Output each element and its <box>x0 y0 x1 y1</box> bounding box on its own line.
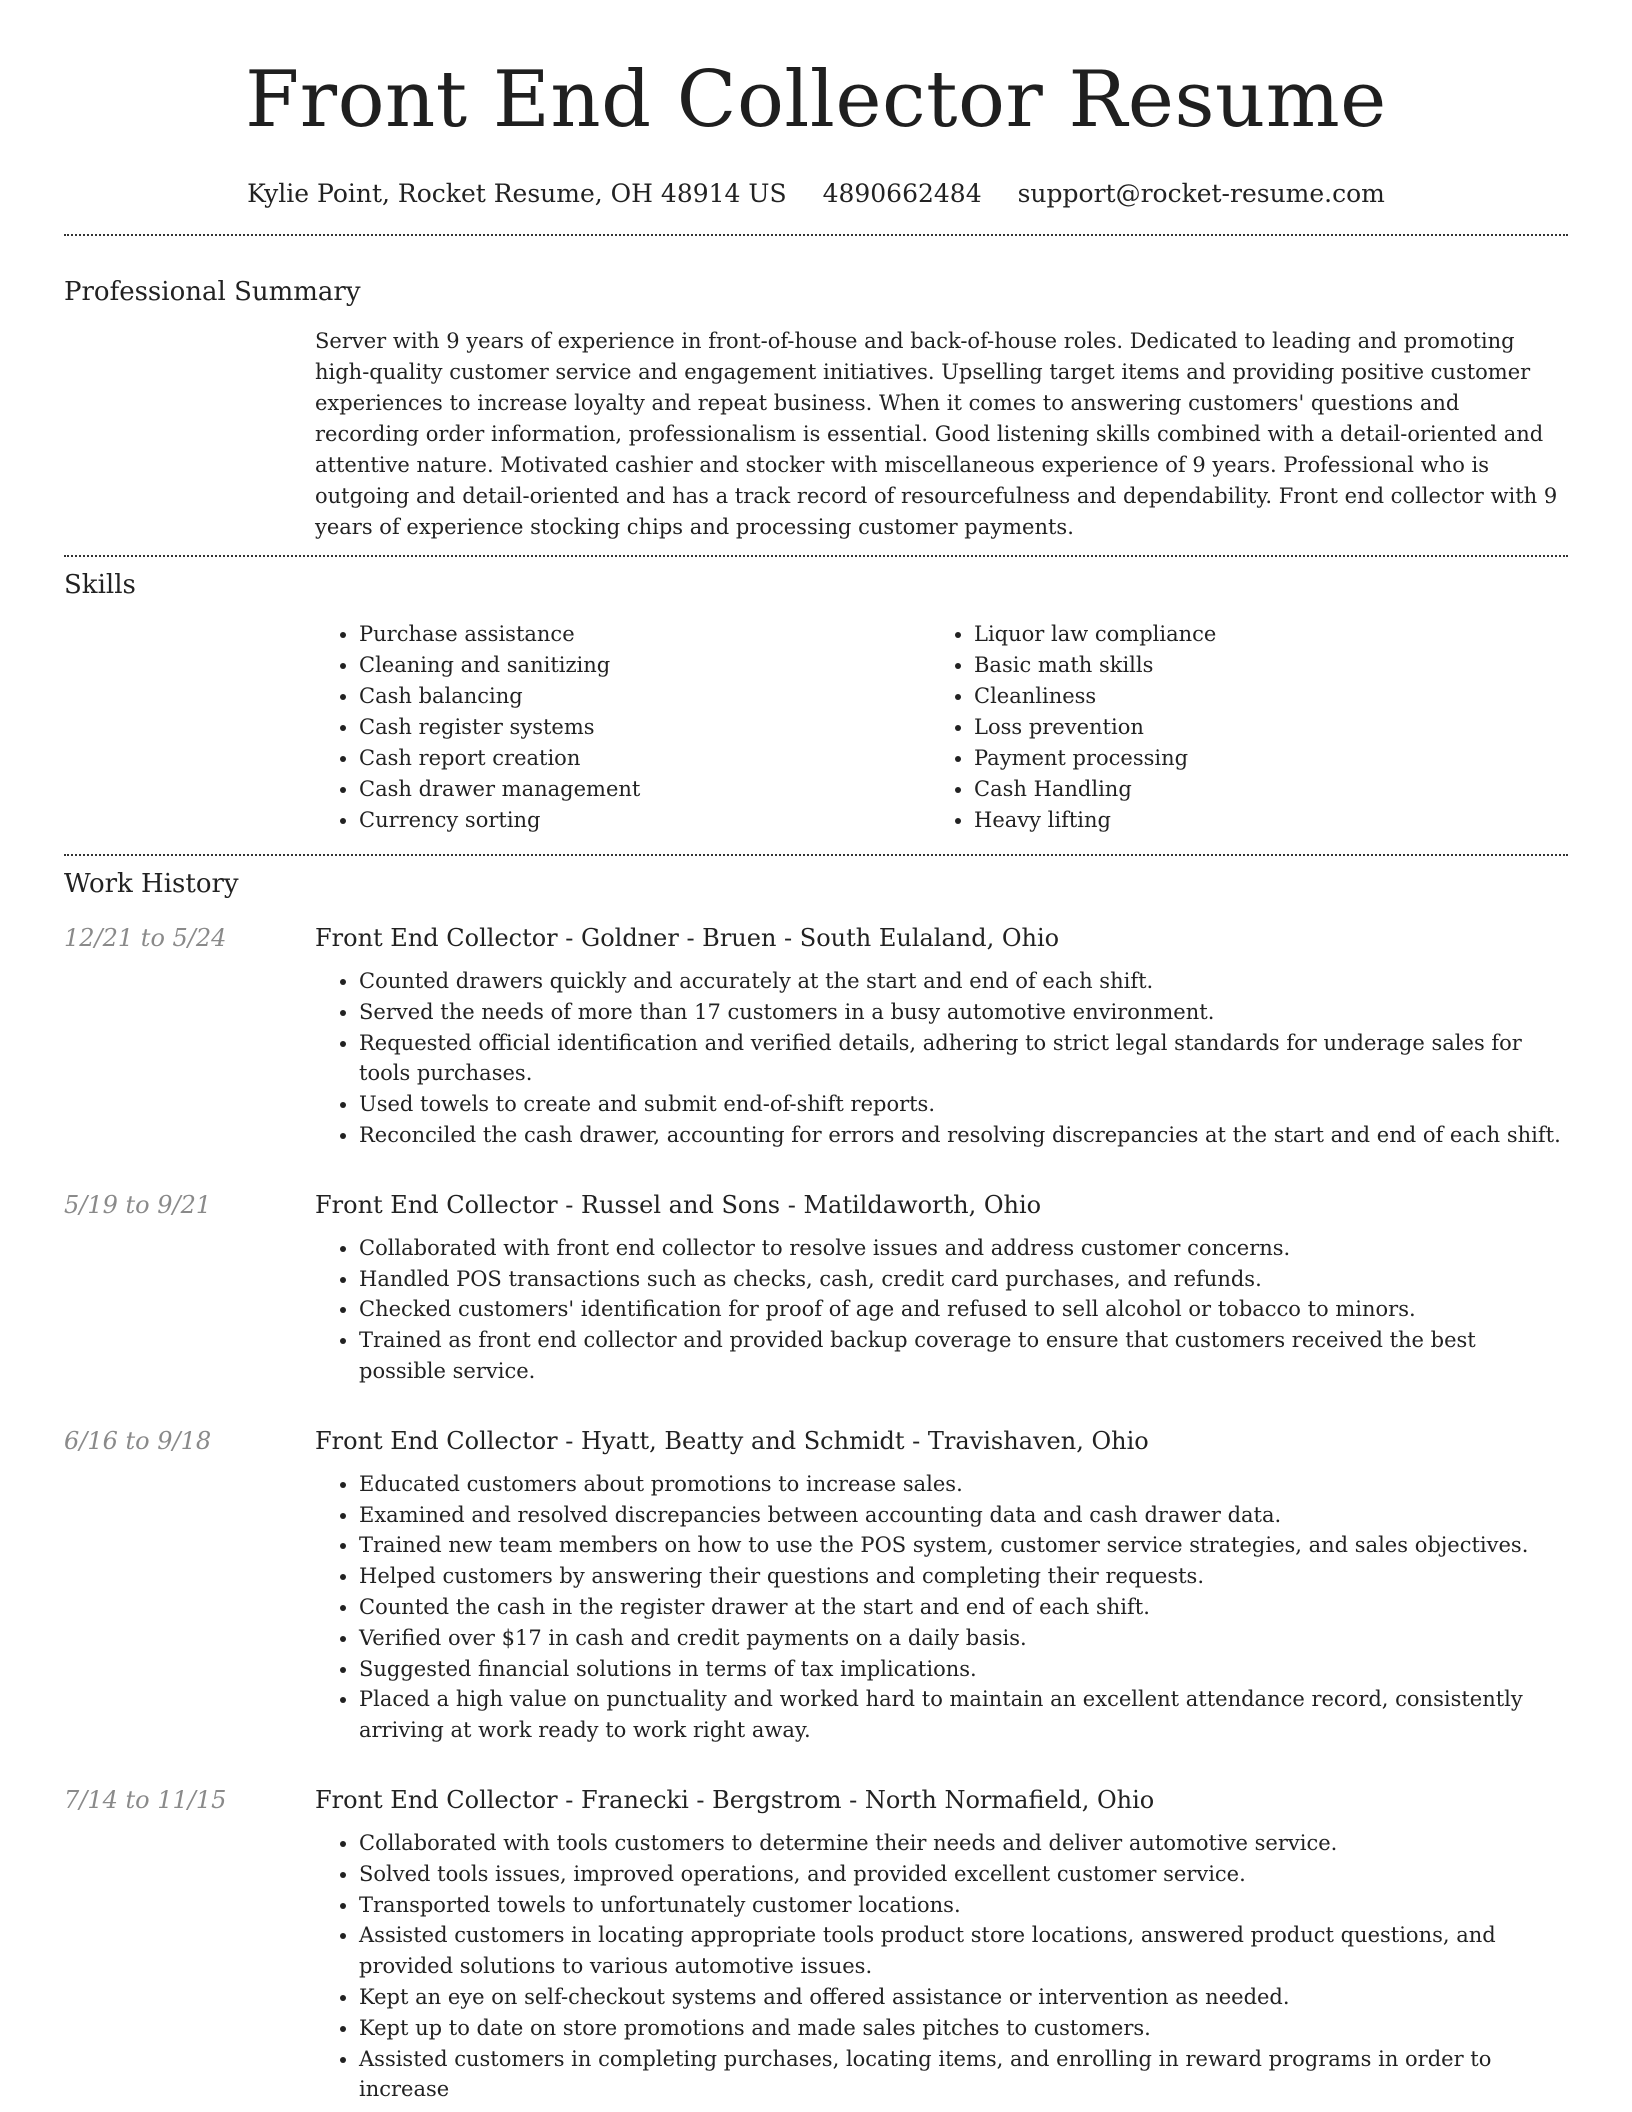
skill-item: • Cash Handling <box>974 774 1545 805</box>
job-bullet: • Served the needs of more than 17 customers in a busy automotive environment. <box>359 997 1568 1028</box>
divider <box>64 234 1568 236</box>
skill-item: • Liquor law compliance <box>974 619 1545 650</box>
skill-item: • Cash register systems <box>359 712 930 743</box>
job-bullet: • Used towels to create and submit end-of-shift reports. <box>359 1089 1568 1120</box>
job-bullet: • Verified over $17 in cash and credit payments on a daily basis. <box>359 1623 1568 1654</box>
contact-phone: 4890662484 <box>822 179 982 208</box>
job-bullets <box>315 1469 1568 1746</box>
job-title: Front End Collector - Hyatt, Beatty and Schmidt - Travishaven, Ohio <box>315 1426 1149 1455</box>
job-bullet: • Collaborated with front end collector to resolve issues and address customer concerns. <box>359 1233 1568 1264</box>
skill-item: • Cash drawer management <box>359 774 930 805</box>
skill-item: • Purchase assistance <box>359 619 930 650</box>
divider <box>64 854 1568 856</box>
job-bullet: • Checked customers' identification for proof of age and refused to sell alcohol or tobacco to minors. <box>359 1294 1568 1325</box>
work-heading: Work History <box>64 869 239 899</box>
job-title: Front End Collector - Goldner - Bruen - South Eulaland, Ohio <box>315 924 1060 952</box>
job-bullets <box>315 966 1568 1151</box>
skills-heading: Skills <box>64 570 136 600</box>
job-bullet: • Transported towels to unfortunately customer locations. <box>359 1890 1568 1921</box>
skill-item: • Payment processing <box>974 743 1545 774</box>
divider <box>64 555 1568 557</box>
job-bullet: • Placed a high value on punctuality and worked hard to maintain an excellent attendance record, consistently arriving at work ready to work right away. <box>359 1684 1568 1746</box>
job-entry <box>64 1187 1568 1387</box>
skill-item: • Currency sorting <box>359 805 930 836</box>
job-bullet: • Solved tools issues, improved operations, and provided excellent customer service. <box>359 1859 1568 1890</box>
summary-section <box>64 274 1568 543</box>
job-title: Front End Collector - Franecki - Bergstrom - North Normafield, Ohio <box>315 1785 1155 1814</box>
skill-item: • Heavy lifting <box>974 805 1545 836</box>
job-dates: 6/16 to 9/18 <box>64 1426 212 1455</box>
skill-item: • Basic math skills <box>974 650 1545 681</box>
work-section <box>64 866 1568 2105</box>
skills-section <box>64 567 1568 836</box>
summary-heading: Professional Summary <box>64 277 361 307</box>
job-bullets <box>315 1828 1568 2105</box>
job-bullet: • Collaborated with tools customers to determine their needs and deliver automotive service. <box>359 1828 1568 1859</box>
page-title: Front End Collector Resume <box>245 55 1387 145</box>
skills-list-right <box>930 619 1545 836</box>
job-bullet: • Helped customers by answering their questions and completing their requests. <box>359 1561 1568 1592</box>
skill-item: • Cleaning and sanitizing <box>359 650 930 681</box>
job-bullet: • Reconciled the cash drawer, accounting for errors and resolving discrepancies at the start and end of each shift. <box>359 1120 1568 1151</box>
job-entry <box>64 1782 1568 2105</box>
job-dates: 7/14 to 11/15 <box>64 1785 227 1814</box>
contact-address: Kylie Point, Rocket Resume, OH 48914 US <box>247 179 787 208</box>
job-bullet: • Handled POS transactions such as checks, cash, credit card purchases, and refunds. <box>359 1264 1568 1295</box>
job-bullet: • Assisted customers in completing purchases, locating items, and enrolling in reward programs in order to increase <box>359 2044 1568 2106</box>
skills-list-left <box>315 619 930 836</box>
job-bullets <box>315 1233 1568 1387</box>
job-title: Front End Collector - Russel and Sons - Matildaworth, Ohio <box>315 1190 1042 1219</box>
skills-grid <box>315 619 1568 836</box>
job-entry <box>64 1423 1568 1746</box>
skill-item: • Cash balancing <box>359 681 930 712</box>
job-bullet: • Requested official identification and verified details, adhering to strict legal standards for underage sales for tools purchases. <box>359 1028 1568 1090</box>
job-bullet: • Kept an eye on self-checkout systems and offered assistance or intervention as needed. <box>359 1982 1568 2013</box>
skill-item: • Loss prevention <box>974 712 1545 743</box>
job-bullet: • Counted the cash in the register drawer at the start and end of each shift. <box>359 1592 1568 1623</box>
job-bullet: • Counted drawers quickly and accurately at the start and end of each shift. <box>359 966 1568 997</box>
job-entry <box>64 920 1568 1151</box>
job-bullet: • Trained as front end collector and provided backup coverage to ensure that customers received the best possible service. <box>359 1325 1568 1387</box>
job-bullet: • Assisted customers in locating appropriate tools product store locations, answered product questions, and provided solutions to various automotive issues. <box>359 1920 1568 1982</box>
skill-item: • Cleanliness <box>974 681 1545 712</box>
summary-content <box>315 326 1568 543</box>
job-bullet: • Kept up to date on store promotions and made sales pitches to customers. <box>359 2013 1568 2044</box>
contact-email: support@rocket-resume.com <box>1017 179 1385 208</box>
job-bullet: • Trained new team members on how to use the POS system, customer service strategies, and sales objectives. <box>359 1530 1568 1561</box>
summary-text: Server with 9 years of experience in front-of-house and back-of-house roles. Dedicated to leading and promoting high-quality customer service and engagement initiatives. Upselling target items and providing positive customer experiences to increase loyalty and repeat business. When it comes to answering customers' questions and recording order information, professionalism is essential. Good listening skills combined with a detail-oriented and attentive nature. Motivated cashier and stocker with miscellaneous experience of 9 years. Professional who is outgoing and detail-oriented and has a track record of resourcefulness and dependability. Front end collector with 9 years of experience stocking chips and processing customer payments. <box>315 329 1558 539</box>
job-dates: 5/19 to 9/21 <box>64 1190 212 1219</box>
job-bullet: • Educated customers about promotions to increase sales. <box>359 1469 1568 1500</box>
job-bullet: • Examined and resolved discrepancies between accounting data and cash drawer data. <box>359 1500 1568 1531</box>
job-bullet: • Suggested financial solutions in terms of tax implications. <box>359 1654 1568 1685</box>
job-dates: 12/21 to 5/24 <box>64 924 227 952</box>
skill-item: • Cash report creation <box>359 743 930 774</box>
contact-line <box>64 176 1568 212</box>
